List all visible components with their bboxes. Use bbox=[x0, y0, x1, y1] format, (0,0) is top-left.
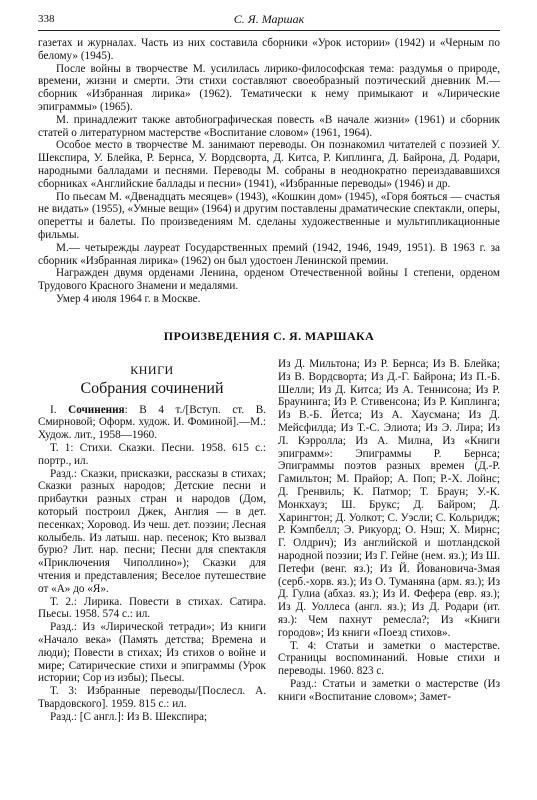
body-paragraph: М.— четырежды лауреат Государственных премий (1942, 1946, 1949, 1951). В 1963 г. за сборник «Избранная лирика» (1962) он был удостоен Ленинской премии. bbox=[38, 241, 500, 267]
works-section-title: ПРОИЗВЕДЕНИЯ С. Я. МАРШАКА bbox=[163, 329, 375, 343]
body-paragraph: Награжден двумя орденами Ленина, орденом Отечественной войны I степени, орденом Трудового Красного Знамени и медалями. bbox=[38, 267, 500, 293]
bibliography-entry: Т. 3: Избранные переводы/[Послесл. А. Твардовского]. 1959. 815 с.: ил. bbox=[38, 685, 266, 710]
entry-number: I. bbox=[50, 403, 69, 416]
running-header bbox=[38, 10, 500, 31]
body-paragraph: М. принадлежит также автобиографическая повесть «В начале жизни» (1961) и сборник статей о литературном мастерстве «Воспитание словом» (1961, 1964). bbox=[38, 113, 500, 139]
entry-details: : В 4 т./[Вступ. ст. В. Смирновой; Оформ. худож. И. Фоминой].—М.: Худож. лит., 1958—1960. bbox=[38, 403, 266, 442]
biography-text bbox=[38, 37, 500, 306]
bibliography-entry: Т. 1: Стихи. Сказки. Песни. 1958. 615 с.: портр., ил. bbox=[38, 441, 266, 467]
bibliography-entry: Разд.: Из «Лирической тетради»; Из книги «Начало века» (Память детства; Времена и люди); Повести в стихах; Из стихов о войне и мире; Сатирические стихи и эпиграммы (Урок истории; Сор из избы); Пьесы. bbox=[38, 621, 266, 685]
body-paragraph: Особое место в творчестве М. занимают переводы. Он познакомил читателей с поэзией У. Шекспира, У. Блейка, Р. Бернса, У. Вордсворта, Д. Китса, Р. Киплинга, Д. Байрона, Д. Родари, народными балладами и песнями. Переводы М. собраны в неоднократно переиздававшихся сборниках «Английские баллады и песни» (1941), «Избранные переводы» (1946) и др. bbox=[38, 139, 500, 190]
bibliography-entry: Разд.: [С англ.]: Из В. Шекспира; bbox=[50, 710, 208, 723]
bibliography-entry: Из Д. Мильтона; Из Р. Бернса; Из В. Блейка; Из В. Вордсворта; Из Д.-Г. Байрона; Из П.-Б. Шелли; Из Д. Китса; Из А. Теннисона; Из Р. Браунинга; Из Р. Стивенсона; Из Р. Киплинга; Из В.-Б. Йетса; Из А. Хаусмана; Из Д. Мейсфилда; Из Т.-С. Элиота; Из Э. Лира; Из Л. Кэрролла; Из А. Милна, Из «Книги эпиграмм»: Эпиграммы Р. Бернса; Эпиграммы поэтов разных времен (Д.-Р. Гамильтон; М. Прайор; А. Поп; Р.-Х. Лойнс; Д. Гренвиль; К. Патмор; Т. Браун; У.-К. Монкхауз; Ш. Брукс; Д. Байром; Д. Харингтон; Д. Уолкот; С. Уэсли; С. Кольридж; Р. Кэмпбелл; Э. Рикуорд; О. Нэш; Х. Мирнс; Г. Олдрич); Из английской и шотландской народной поэзии; Из Г. Гейне (нем. яз.); Из Ш. Петефи (венг. яз.); Из Й. Йовановича-Змая (серб.-хорв. яз.); Из О. Туманяна (арм. яз.); Из Д. Гулиа (абхаз. яз.); Из И. Фефера (евр. яз.); Из Д. Уоллеса (англ. яз.); Из Д. Родари (ит. яз.): Чем пахнут ремесла?; Из «Книги городов»; Из книги «Поезд стихов». bbox=[278, 358, 500, 639]
left-column bbox=[38, 358, 266, 724]
collection-heading: Собрания сочинений bbox=[80, 379, 224, 397]
body-paragraph: По пьесам М. «Двенадцать месяцев» (1943), «Кошкин дом» (1945), «Горя бояться — счастья не видать» (1955), «Умные вещи» (1964) и другим поставлены драматические спектакли, оперы, оперетты и балеты. По произведениям М. сделаны художественные и мультипликационные фильмы. bbox=[38, 190, 500, 241]
running-title: С. Я. Маршак bbox=[233, 12, 305, 26]
bibliography-entry: Т. 4: Статьи и заметки о мастерстве. Страницы воспоминаний. Новые стихи и переводы. 1960. 823 с. bbox=[278, 639, 500, 678]
bibliography-entry: Разд.: Сказки, присказки, рассказы в стихах; Сказки разных народов; Детские песни и прибаутки разных стран и народов (Дом, который построил Джек, Англия — в дет. песенках; Хоровод. Из чеш. дет. поэзии; Лесная колыбель. Из латыш. нар. песенок; Кто вызвал бурю? Лит. нар. песни; Песни для спектакля «Приключения Чиполлино»); Сказки для чтения и представления; Веселое путешествие от «А» до «Я». bbox=[38, 467, 266, 595]
right-column bbox=[278, 358, 500, 704]
body-paragraph: После войны в творчестве М. усилилась лирико-философская тема: раздумья о природе, времени, жизни и смерти. Эти стихи составляют своеобразный поэтический дневник М.— сборник «Избранная лирика» (1962). Тематически к нему примыкают и «Лирические эпиграммы» (1965). bbox=[38, 62, 500, 113]
entry-title: Сочинения bbox=[68, 403, 125, 416]
bibliography-entry: Разд.: Статьи и заметки о мастерстве (Из книги «Воспитание словом»; Замет- bbox=[278, 677, 500, 703]
body-paragraph: газетах и журналах. Часть из них составила сборники «Урок истории» (1942) и «Черным по белому» (1945). bbox=[38, 37, 500, 62]
page-number: 338 bbox=[38, 13, 55, 25]
books-heading: КНИГИ bbox=[130, 363, 174, 377]
body-paragraph: Умер 4 июля 1964 г. в Москве. bbox=[56, 292, 201, 305]
bibliography-entry bbox=[38, 404, 266, 442]
bibliography-entry: Т. 2.: Лирика. Повести в стихах. Сатира. Пьесы. 1958. 574 с.: ил. bbox=[38, 595, 266, 621]
